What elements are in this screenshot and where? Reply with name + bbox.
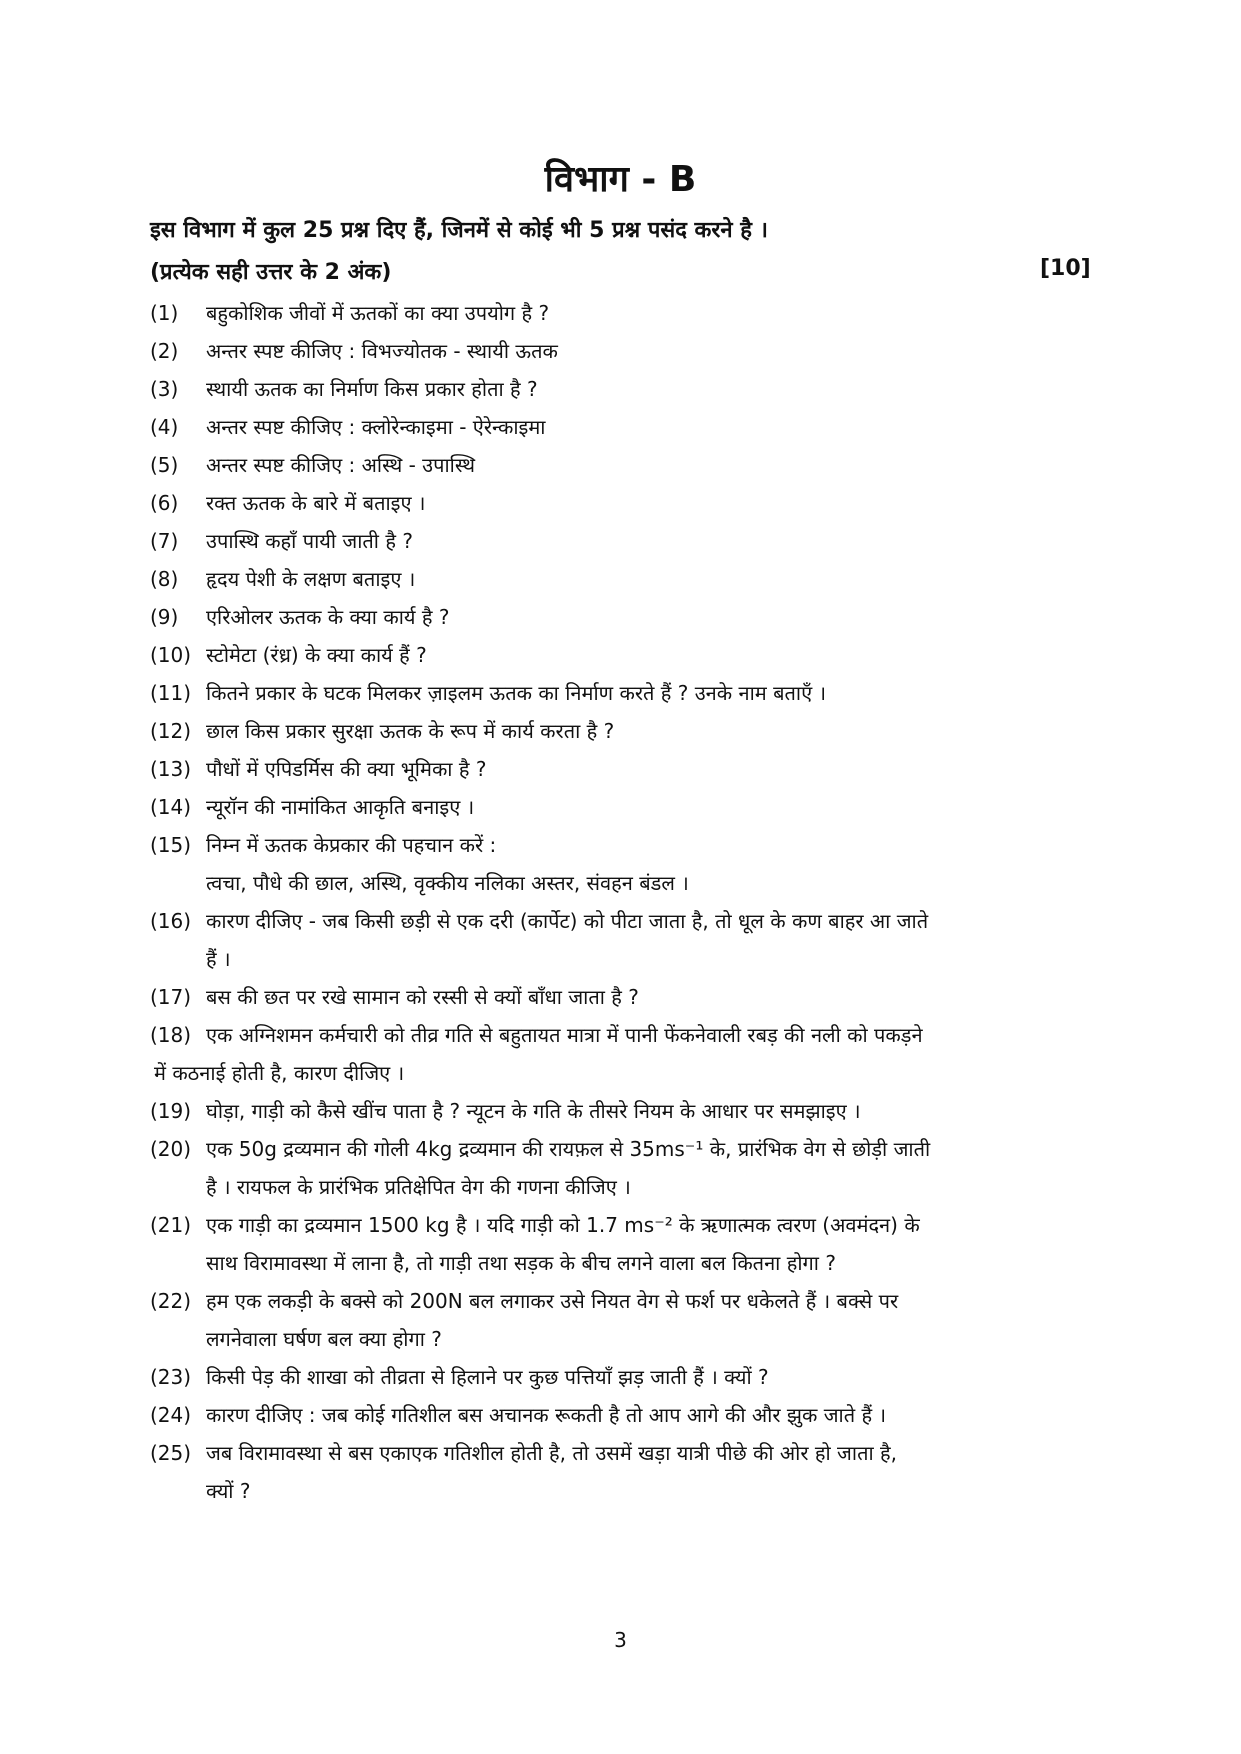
question-number: (7) (150, 529, 179, 553)
question-text (206, 788, 1100, 826)
question-text (206, 408, 1100, 446)
question-item (150, 560, 1100, 598)
question-line: एक अग्निशमन कर्मचारी को तीव्र गति से बहुतायत मात्रा में पानी फेंकनेवाली रबड़ की नली को पकड़ने (206, 1023, 923, 1047)
question-list (150, 294, 1100, 1510)
question-number: (22) (150, 1289, 192, 1313)
question-number: (16) (150, 909, 192, 933)
question-line: घोड़ा, गाड़ी को कैसे खींच पाता है ? न्यूटन के गति के तीसरे नियम के आधार पर समझाइए । (206, 1099, 861, 1123)
question-number: (24) (150, 1403, 192, 1427)
question-line: छाल किस प्रकार सुरक्षा ऊतक के रूप में कार्य करता है ? (206, 719, 615, 743)
question-number: (9) (150, 605, 179, 629)
question-text (206, 1396, 1100, 1434)
question-number: (23) (150, 1365, 192, 1389)
question-text (206, 1206, 1100, 1282)
question-line: क्यों ? (206, 1479, 251, 1503)
question-number: (18) (150, 1023, 192, 1047)
question-text (206, 1434, 1100, 1510)
section-instruction: इस विभाग में कुल 25 प्रश्न दिए हैं, जिनमें से कोई भी 5 प्रश्न पसंद करने है । (150, 218, 768, 243)
question-line: स्थायी ऊतक का निर्माण किस प्रकार होता है ? (206, 377, 538, 401)
page-number: 3 (614, 1628, 627, 1652)
question-number: (17) (150, 985, 192, 1009)
question-line: कितने प्रकार के घटक मिलकर ज़ाइलम ऊतक का निर्माण करते हैं ? उनके नाम बताएँ । (206, 681, 827, 705)
question-item (150, 1206, 1100, 1282)
question-item (150, 408, 1100, 446)
question-item (150, 1016, 1100, 1054)
question-text (206, 826, 1100, 902)
total-marks: [10] (1040, 256, 1091, 281)
question-text (206, 1282, 1100, 1358)
question-item (150, 1282, 1100, 1358)
question-item (150, 294, 1100, 332)
question-line: कारण दीजिए - जब किसी छड़ी से एक दरी (कार्पेट) को पीटा जाता है, तो धूल के कण बाहर आ जाते (206, 909, 929, 933)
question-item (150, 788, 1100, 826)
question-item (150, 674, 1100, 712)
question-number: (3) (150, 377, 179, 401)
question-text (206, 484, 1100, 522)
question-item (150, 1092, 1100, 1130)
question-text (206, 902, 1100, 978)
question-item (150, 484, 1100, 522)
question-number: (6) (150, 491, 179, 515)
question-text (206, 636, 1100, 674)
question-item (150, 826, 1100, 902)
question-line: हम एक लकड़ी के बक्से को 200N बल लगाकर उसे नियत वेग से फर्श पर धकेलते हैं । बक्से पर (206, 1289, 899, 1313)
question-line: किसी पेड़ की शाखा को तीव्रता से हिलाने पर कुछ पत्तियाँ झड़ जाती हैं । क्यों ? (206, 1365, 769, 1389)
question-line: बस की छत पर रखे सामान को रस्सी से क्यों बाँधा जाता है ? (206, 985, 639, 1009)
question-line: अन्तर स्पष्ट कीजिए : क्लोरेन्काइमा - ऐरेन्काइमा (206, 415, 546, 439)
question-number: (19) (150, 1099, 192, 1123)
question-number: (12) (150, 719, 192, 743)
question-text (206, 522, 1100, 560)
question-number: (1) (150, 301, 179, 325)
question-line: उपास्थि कहाँ पायी जाती है ? (206, 529, 413, 553)
question-line: साथ विरामावस्था में लाना है, तो गाड़ी तथा सड़क के बीच लगने वाला बल कितना होगा ? (206, 1251, 836, 1275)
question-number: (20) (150, 1137, 192, 1161)
question-line: न्यूरॉन की नामांकित आकृति बनाइए । (206, 795, 475, 819)
question-line: अन्तर स्पष्ट कीजिए : विभज्योतक - स्थायी ऊतक (206, 339, 558, 363)
question-line: कारण दीजिए : जब कोई गतिशील बस अचानक रूकती है तो आप आगे की और झुक जाते हैं । (206, 1403, 887, 1427)
question-text (206, 294, 1100, 332)
question-text (206, 750, 1100, 788)
question-item (150, 446, 1100, 484)
question-text (206, 560, 1100, 598)
question-line: हृदय पेशी के लक्षण बताइए । (206, 567, 416, 591)
section-title: विभाग - B (544, 159, 697, 200)
question-text (206, 446, 1100, 484)
question-item (150, 1130, 1100, 1206)
question-line: त्वचा, पौधे की छाल, अस्थि, वृक्कीय नलिका अस्तर, संवहन बंडल । (206, 871, 689, 895)
question-number: (11) (150, 681, 192, 705)
question-number: (8) (150, 567, 179, 591)
question-text (206, 1358, 1100, 1396)
question-item (150, 636, 1100, 674)
question-line: जब विरामावस्था से बस एकाएक गतिशील होती है, तो उसमें खड़ा यात्री पीछे की ओर हो जाता है, (206, 1441, 897, 1465)
question-line: पौधों में एपिडर्मिस की क्या भूमिका है ? (206, 757, 487, 781)
question-line: बहुकोशिक जीवों में ऊतकों का क्या उपयोग है ? (206, 301, 550, 325)
question-text (206, 674, 1100, 712)
question-text (206, 370, 1100, 408)
question-item (150, 712, 1100, 750)
question-number: (4) (150, 415, 179, 439)
question-line: निम्न में ऊतक केप्रकार की पहचान करें : (206, 833, 497, 857)
question-number: (13) (150, 757, 192, 781)
question-text (206, 1092, 1100, 1130)
question-item (150, 1358, 1100, 1396)
question-item (150, 522, 1100, 560)
question-number: (25) (150, 1441, 192, 1465)
question-item (150, 598, 1100, 636)
question-text (206, 332, 1100, 370)
question-text (206, 598, 1100, 636)
question-number: (2) (150, 339, 179, 363)
question-line: रक्त ऊतक के बारे में बताइए । (206, 491, 426, 515)
question-text (206, 1016, 1100, 1054)
question-line: हैं । (206, 947, 231, 971)
question-number: (15) (150, 833, 192, 857)
question-item (150, 1396, 1100, 1434)
question-item (150, 902, 1100, 978)
question-line: अन्तर स्पष्ट कीजिए : अस्थि - उपास्थि (206, 453, 476, 477)
question-line: एरिओलर ऊतक के क्या कार्य है ? (206, 605, 450, 629)
question-continuation: में कठनाई होती है, कारण दीजिए । (154, 1061, 405, 1085)
question-line: एक गाड़ी का द्रव्यमान 1500 kg है । यदि गाड़ी को 1.7 ms⁻² के ऋणात्मक त्वरण (अवमंदन) के (206, 1213, 920, 1237)
question-item (150, 978, 1100, 1016)
question-line: स्टोमेटा (रंध्र) के क्या कार्य हैं ? (206, 643, 427, 667)
question-item (150, 332, 1100, 370)
question-item (150, 1434, 1100, 1510)
question-number: (10) (150, 643, 192, 667)
question-line: एक 50g द्रव्यमान की गोली 4kg द्रव्यमान की रायफ़ल से 35ms⁻¹ के, प्रारंभिक वेग से छोड़ी जाती (206, 1137, 931, 1161)
question-number: (14) (150, 795, 192, 819)
question-text (206, 712, 1100, 750)
marks-note: (प्रत्येक सही उत्तर के 2 अंक) (150, 260, 392, 285)
question-number: (21) (150, 1213, 192, 1237)
question-item (150, 370, 1100, 408)
question-text (206, 978, 1100, 1016)
question-item (150, 750, 1100, 788)
question-line: लगनेवाला घर्षण बल क्या होगा ? (206, 1327, 442, 1351)
question-line: है । रायफल के प्रारंभिक प्रतिक्षेपित वेग की गणना कीजिए । (206, 1175, 631, 1199)
question-text (206, 1130, 1100, 1206)
question-number: (5) (150, 453, 179, 477)
